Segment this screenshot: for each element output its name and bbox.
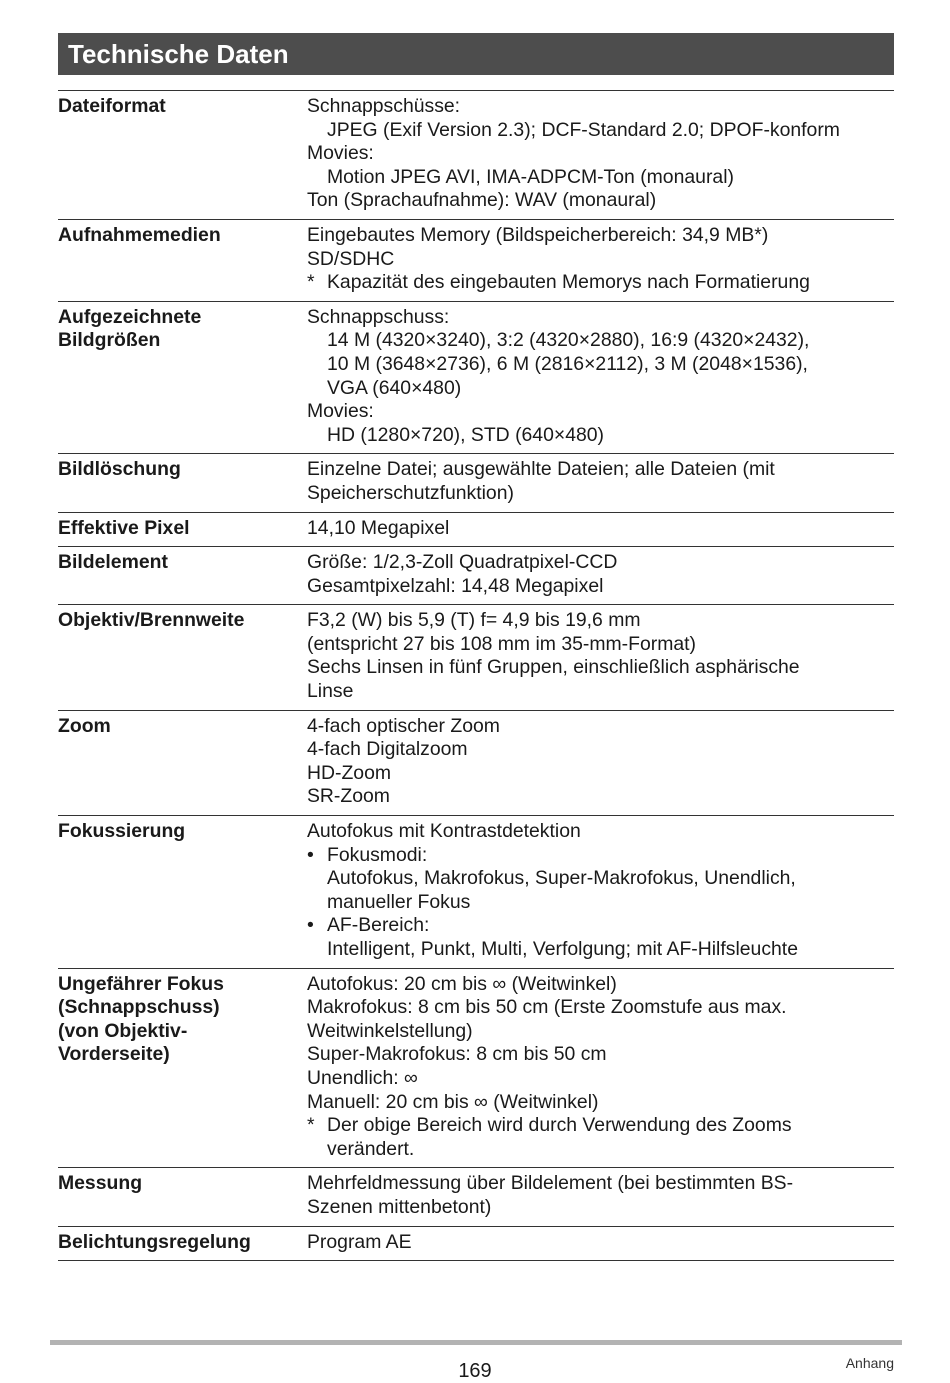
spec-value <box>307 458 894 505</box>
spec-value-line <box>307 1196 894 1220</box>
page-number: 169 <box>458 1360 492 1382</box>
spec-row <box>58 301 894 454</box>
spec-value-line <box>307 1091 894 1115</box>
spec-table <box>58 90 894 1261</box>
spec-value-line <box>307 1020 894 1044</box>
spec-value-line <box>307 820 894 844</box>
spec-row <box>58 219 894 301</box>
spec-value-line <box>307 329 894 353</box>
spec-value-line <box>307 1138 894 1162</box>
spec-value-line <box>307 633 894 657</box>
spec-value-text: Der obige Bereich wird durch Verwendung des Zooms <box>327 1114 792 1137</box>
spec-value <box>307 95 894 213</box>
spec-value-line <box>307 891 894 915</box>
spec-label: Aufgezeichnete Bildgrößen <box>58 305 202 352</box>
spec-value-text: F3,2 (W) bis 5,9 (T) f= 4,9 bis 19,6 mm <box>307 609 641 632</box>
spec-value-text: Autofokus mit Kontrastdetektion <box>307 820 581 843</box>
spec-value-line <box>307 400 894 424</box>
spec-label: Objektiv/Brennweite <box>58 609 245 632</box>
spec-value-text: JPEG (Exif Version 2.3); DCF-Standard 2.0; DPOF-konform <box>327 118 840 141</box>
spec-value-text: HD (1280×720), STD (640×480) <box>327 423 605 446</box>
spec-value <box>307 551 894 598</box>
bullet-mark: • <box>307 843 314 866</box>
spec-value-line <box>307 715 894 739</box>
spec-value-line <box>307 458 894 482</box>
spec-value-text: Speicherschutzfunktion) <box>307 481 514 504</box>
spec-value-line <box>307 656 894 680</box>
spec-row <box>58 512 894 547</box>
page-title: Technische Daten <box>58 33 894 75</box>
spec-value <box>307 609 894 703</box>
spec-row <box>58 815 894 968</box>
spec-label: Effektive Pixel <box>58 516 190 539</box>
spec-value-text: Ton (Sprachaufnahme): WAV (monaural) <box>307 189 657 212</box>
spec-value-text: Motion JPEG AVI, IMA-ADPCM-Ton (monaural) <box>327 165 734 188</box>
spec-value-line <box>307 248 894 272</box>
spec-value-text: SD/SDHC <box>307 247 395 270</box>
spec-value-line <box>307 914 894 938</box>
spec-value-text: Schnappschüsse: <box>307 95 461 117</box>
spec-value <box>307 517 894 541</box>
spec-value-text: 4-fach Digitalzoom <box>307 738 468 761</box>
spec-value-line <box>307 353 894 377</box>
spec-value-text: AF-Bereich: <box>327 914 430 937</box>
spec-value-text: Intelligent, Punkt, Multi, Verfolgung; mit AF-Hilfsleuchte <box>327 938 798 960</box>
spec-value-line <box>307 785 894 809</box>
footer-divider <box>50 1340 902 1345</box>
spec-label: Aufnahmemedien <box>58 223 221 246</box>
spec-value-line <box>307 1231 894 1255</box>
spec-value-text: Movies: <box>307 400 374 423</box>
spec-label: Bildlöschung <box>58 458 181 481</box>
spec-value-line <box>307 142 894 166</box>
spec-value-line <box>307 762 894 786</box>
spec-value-text: Movies: <box>307 142 374 165</box>
spec-value-line <box>307 844 894 868</box>
spec-row <box>58 90 894 219</box>
spec-row <box>58 604 894 709</box>
spec-value-text: 14 M (4320×3240), 3:2 (4320×2880), 16:9 (4320×2432), <box>327 329 810 352</box>
spec-label: Ungefährer Fokus (Schnappschuss) (von Objektiv- Vorderseite) <box>58 972 224 1066</box>
spec-value-line <box>307 609 894 633</box>
spec-value-text: Unendlich: ∞ <box>307 1066 418 1089</box>
footnote-mark: * <box>307 1114 315 1137</box>
spec-value-line <box>307 224 894 248</box>
spec-value-text: Super-Makrofokus: 8 cm bis 50 cm <box>307 1043 607 1066</box>
spec-row <box>58 968 894 1168</box>
spec-value-text: Gesamtpixelzahl: 14,48 Megapixel <box>307 574 604 597</box>
spec-value-line <box>307 1043 894 1067</box>
spec-value-text: Sechs Linsen in fünf Gruppen, einschließlich asphärische <box>307 656 800 679</box>
spec-value-text: manueller Fokus <box>327 890 471 913</box>
spec-value-line <box>307 119 894 143</box>
spec-value <box>307 306 894 448</box>
spec-value-text: Szenen mittenbetont) <box>307 1195 492 1218</box>
spec-value-line <box>307 996 894 1020</box>
spec-value-line <box>307 306 894 330</box>
spec-value-text: Schnappschuss: <box>307 305 450 328</box>
spec-value-line <box>307 166 894 190</box>
spec-value-line <box>307 517 894 541</box>
spec-value-line <box>307 377 894 401</box>
spec-row <box>58 710 894 815</box>
spec-row <box>58 453 894 511</box>
spec-row <box>58 1167 894 1225</box>
spec-value-line <box>307 680 894 704</box>
spec-value-text: HD-Zoom <box>307 761 392 784</box>
spec-value-text: verändert. <box>327 1137 415 1160</box>
spec-value-line <box>307 95 894 119</box>
spec-value-text: Manuell: 20 cm bis ∞ (Weitwinkel) <box>307 1090 599 1113</box>
spec-label: Messung <box>58 1172 143 1195</box>
spec-value-text: Autofokus: 20 cm bis ∞ (Weitwinkel) <box>307 972 617 995</box>
spec-value-line <box>307 738 894 762</box>
spec-label: Bildelement <box>58 551 168 574</box>
spec-value-line <box>307 189 894 213</box>
spec-value-text: 4-fach optischer Zoom <box>307 714 500 737</box>
spec-value-text: Linse <box>307 680 354 703</box>
spec-value-text: Größe: 1/2,3-Zoll Quadratpixel-CCD <box>307 551 618 574</box>
footnote-mark: * <box>307 271 315 294</box>
spec-value-text: Einzelne Datei; ausgewählte Dateien; alle Dateien (mit <box>307 458 775 481</box>
spec-value-line <box>307 1114 894 1138</box>
spec-row <box>58 546 894 604</box>
spec-value <box>307 1172 894 1219</box>
spec-value-text: VGA (640×480) <box>327 376 462 399</box>
spec-value-line <box>307 551 894 575</box>
spec-value-line <box>307 1067 894 1091</box>
spec-value-text: Fokusmodi: <box>327 843 428 866</box>
spec-value-line <box>307 575 894 599</box>
spec-value-text: 10 M (3648×2736), 6 M (2816×2112), 3 M (2048×1536), <box>327 352 808 375</box>
spec-value-line <box>307 424 894 448</box>
spec-value-text: Eingebautes Memory (Bildspeicherbereich: 34,9 MB*) <box>307 223 769 246</box>
spec-value-text: Weitwinkelstellung) <box>307 1019 473 1042</box>
spec-value <box>307 820 894 962</box>
section-name: Anhang <box>845 1355 894 1371</box>
spec-value <box>307 973 894 1162</box>
spec-value <box>307 224 894 295</box>
spec-value-text: Program AE <box>307 1230 412 1253</box>
spec-value-text: Makrofokus: 8 cm bis 50 cm (Erste Zoomstufe aus max. <box>307 996 787 1019</box>
spec-value-text: Kapazität des eingebauten Memorys nach Formatierung <box>327 271 810 294</box>
spec-value-line <box>307 973 894 997</box>
spec-value-line <box>307 1172 894 1196</box>
bullet-mark: • <box>307 914 314 937</box>
spec-label: Belichtungsregelung <box>58 1230 251 1253</box>
spec-value-text: 14,10 Megapixel <box>307 516 450 539</box>
spec-value-text: (entspricht 27 bis 108 mm im 35-mm-Format) <box>307 632 696 655</box>
spec-value-text: SR-Zoom <box>307 785 390 808</box>
spec-value-line <box>307 867 894 891</box>
spec-value-line <box>307 271 894 295</box>
spec-value <box>307 715 894 809</box>
spec-value-line <box>307 938 894 962</box>
spec-label: Dateiformat <box>58 95 166 117</box>
spec-label: Zoom <box>58 714 111 737</box>
spec-value <box>307 1231 894 1255</box>
spec-label: Fokussierung <box>58 820 186 843</box>
spec-value-text: Autofokus, Makrofokus, Super-Makrofokus, Unendlich, <box>327 867 796 890</box>
spec-value-line <box>307 482 894 506</box>
spec-value-text: Mehrfeldmessung über Bildelement (bei bestimmten BS- <box>307 1172 794 1195</box>
spec-row <box>58 1226 894 1262</box>
